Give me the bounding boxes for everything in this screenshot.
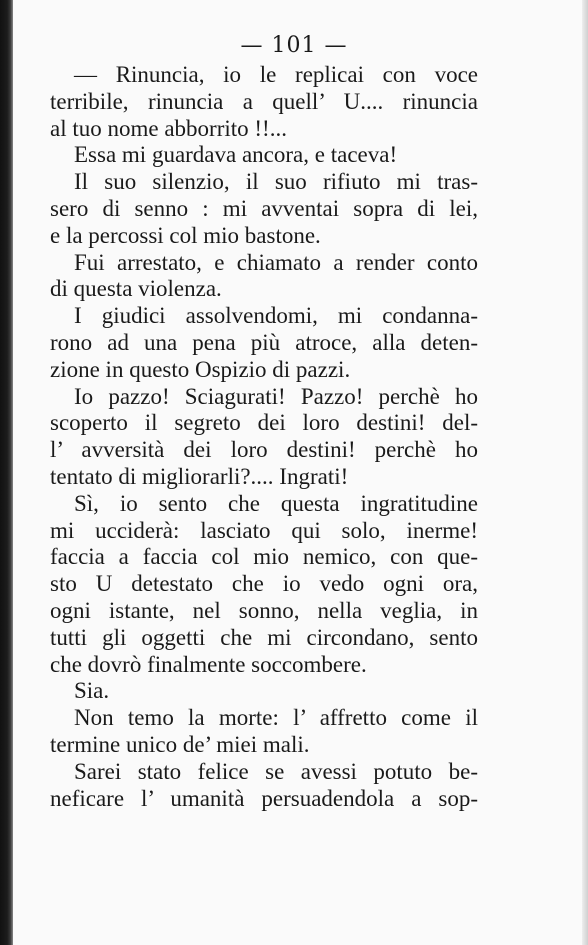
page-number: — 101 — bbox=[240, 33, 348, 58]
text-line: sero di senno : mi avventai sopra di lei, bbox=[50, 195, 478, 221]
text-line: di questa violenza. bbox=[50, 276, 222, 302]
text-line: tentato di migliorarli?.... Ingrati! bbox=[50, 463, 349, 489]
page-binding-shadow bbox=[0, 0, 13, 945]
text-line: al tuo nome abborrito !!... bbox=[50, 115, 287, 141]
text-line: ogni istante, nel sonno, nella veglia, in bbox=[50, 597, 478, 623]
text-line: — Rinuncia, io le replicai con voce bbox=[74, 62, 478, 87]
text-line: Sì, io sento che questa ingratitudine bbox=[74, 490, 478, 516]
text-line: neficare l’ umanità persuadendola a sop- bbox=[50, 785, 478, 811]
text-line: Non temo la morte: l’ affretto come il bbox=[74, 705, 478, 731]
text-line: faccia a faccia col mio nemico, con que- bbox=[50, 544, 478, 570]
text-line: scoperto il segreto dei loro destini! del- bbox=[50, 410, 478, 436]
text-line: terribile, rinuncia a quell’ U.... rinuncia bbox=[50, 88, 478, 114]
text-line: Sia. bbox=[74, 678, 110, 704]
text-line: rono ad una pena più atroce, alla deten- bbox=[50, 329, 478, 355]
text-line: I giudici assolvendomi, mi condanna- bbox=[74, 303, 478, 329]
page-right-edge bbox=[582, 0, 588, 945]
text-line: che dovrò finalmente soccombere. bbox=[50, 651, 367, 677]
body-text bbox=[50, 62, 478, 812]
text-line: zione in questo Ospizio di pazzi. bbox=[50, 356, 351, 382]
text-line: sto U detestato che io vedo ogni ora, bbox=[50, 571, 478, 597]
text-line: termine unico de’ miei mali. bbox=[50, 731, 310, 757]
text-line: mi ucciderà: lasciato qui solo, inerme! bbox=[50, 517, 478, 543]
text-line: l’ avversità dei loro destini! perchè ho bbox=[50, 437, 478, 463]
text-line: e la percossi col mio bastone. bbox=[50, 222, 321, 248]
text-line: Io pazzo! Sciagurati! Pazzo! perchè ho bbox=[74, 383, 478, 409]
text-line: tutti gli oggetti che mi circondano, sento bbox=[50, 624, 478, 650]
text-line: Il suo silenzio, il suo rifiuto mi tras- bbox=[74, 169, 478, 195]
text-line: Essa mi guardava ancora, e taceva! bbox=[74, 142, 398, 168]
text-line: Fui arrestato, e chiamato a render conto bbox=[74, 249, 478, 275]
text-line: Sarei stato felice se avessi potuto be- bbox=[74, 758, 478, 784]
